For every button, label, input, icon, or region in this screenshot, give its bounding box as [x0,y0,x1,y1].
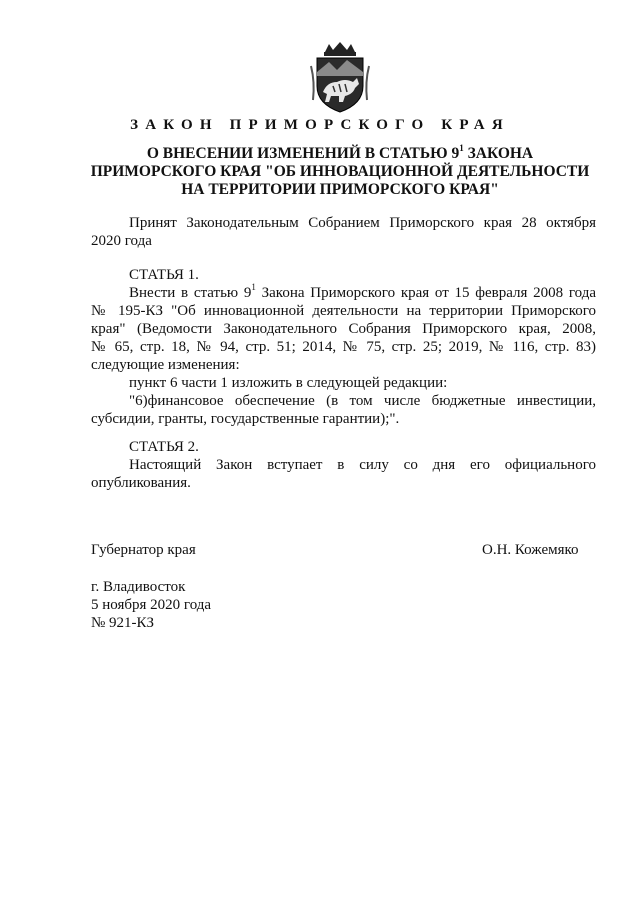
article-2-heading-text: СТАТЬЯ 2. [129,439,199,455]
article-2-line-1 [91,456,596,474]
article-1-point [91,374,596,392]
article-2-heading [91,438,596,456]
law-title [80,142,600,199]
article-2-line-2: опубликования. [91,475,191,491]
footer-number: № 921-КЗ [91,615,155,631]
article-1-quote-line-1 [91,392,596,410]
title-line-1-text: О ВНЕСЕНИИ ИЗМЕНЕНИЙ В СТАТЬЮ 9 [146,145,460,162]
article-1-heading [91,266,596,284]
article-1-point-text: пункт 6 части 1 изложить в следующей редакции: [129,375,448,391]
title-line-2: ПРИМОРСКОГО КРАЯ "ОБ ИННОВАЦИОННОЙ ДЕЯТЕЛЬНОСТИ [90,163,590,180]
article-2 [91,438,596,492]
law-heading: ЗАКОН ПРИМОРСКОГО КРАЯ [130,117,510,133]
footer-city: г. Владивосток [91,579,186,595]
article-1-line-2: № 195-КЗ "Об инновационной деятельности на территории Приморского [91,303,596,319]
article-1-quote-line-2: субсидии, гранты, государственные гарантии);". [91,411,400,427]
adoption-line-2: 2020 года [91,233,152,249]
article-1-line-5: следующие изменения: [91,357,240,373]
article-1-line-3: края" (Ведомости Законодательного Собрания Приморского края, 2008, [91,321,596,337]
coat-of-arms-icon [309,42,371,114]
article-1-line-1 [91,284,596,302]
signatory-name: О.Н. Кожемяко [482,542,579,558]
article-1-superscript: 1 [251,282,256,292]
title-line-1-end: ЗАКОНА [463,145,534,162]
article-1-heading-text: СТАТЬЯ 1. [129,267,199,283]
adoption-note [91,214,596,250]
document-footer [91,578,211,632]
article-1-line-1-end: Закона Приморского края от 15 февраля 2008 года [255,285,597,301]
article-1-line-4: № 65, стр. 18, № 94, стр. 51; 2014, № 75, стр. 25; 2019, № 116, стр. 83) [91,339,596,355]
adoption-line-1-text: Принят Законодательным Собранием Приморского края 28 октября [129,215,596,231]
title-superscript: 1 [459,142,464,153]
footer-date: 5 ноября 2020 года [91,597,212,613]
article-1 [91,266,596,428]
title-line-3: НА ТЕРРИТОРИИ ПРИМОРСКОГО КРАЯ" [181,181,499,198]
article-2-line-1-text: Настоящий Закон вступает в силу со дня его официального [129,457,596,473]
article-1-quote-text: "6)финансовое обеспечение (в том числе бюджетные инвестиции, [129,393,596,409]
title-line-1 [80,142,600,163]
adoption-line-1 [91,214,596,232]
article-1-line-1-text: Внести в статью 9 [129,285,252,301]
signatory-position: Губернатор края [91,542,196,558]
